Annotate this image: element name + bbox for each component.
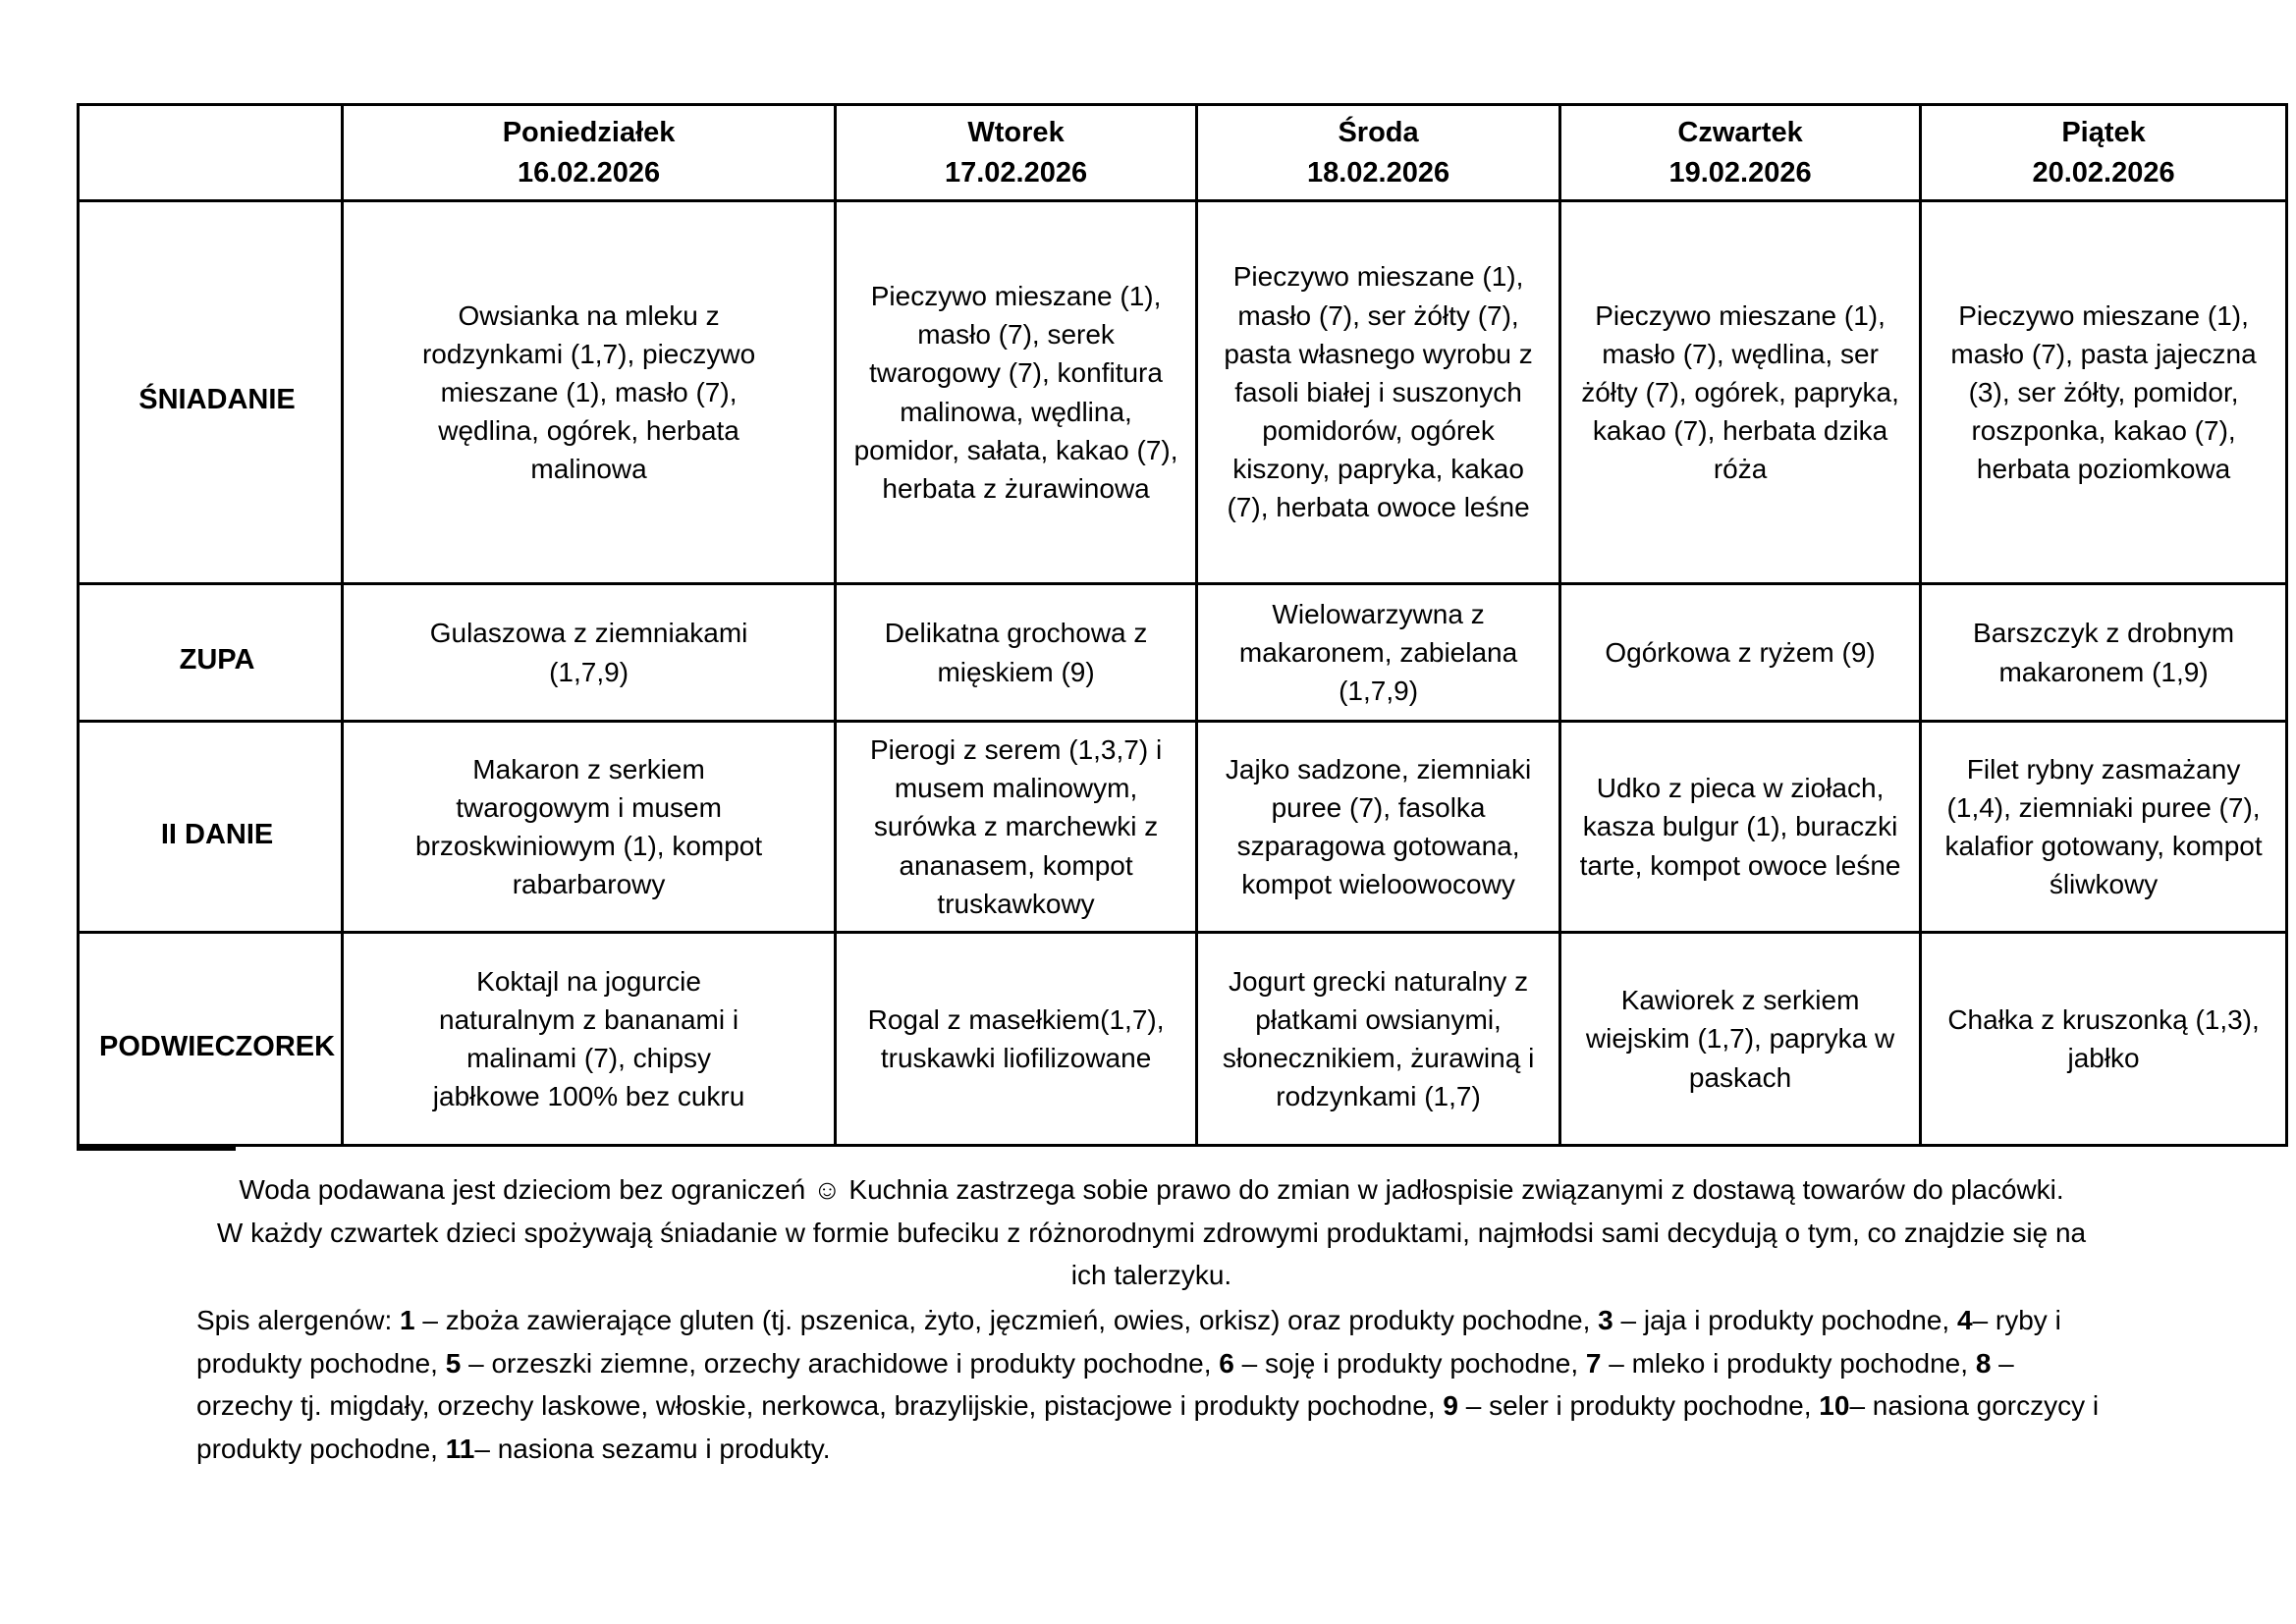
row-label-soup: ZUPA: [79, 584, 343, 722]
menu-cell: Barszczyk z drobnym makaronem (1,9): [1921, 584, 2287, 722]
menu-cell: Udko z pieca w ziołach, kasza bulgur (1), buraczki tarte, kompot owoce leśne: [1560, 722, 1921, 933]
table-row-afternoon-snack: [79, 933, 2287, 1146]
column-header-tuesday: [836, 105, 1197, 201]
menu-cell: Kawiorek z serkiem wiejskim (1,7), papryka w paskach: [1560, 933, 1921, 1146]
menu-cell: Wielowarzywna z makaronem, zabielana (1,7,9): [1197, 584, 1560, 722]
menu-cell: Koktajl na jogurcie naturalnym z bananami i malinami (7), chipsy jabłkowe 100% bez cukru: [343, 933, 836, 1146]
column-header-friday: [1921, 105, 2287, 201]
table-row-main-course: [79, 722, 2287, 933]
column-header-thursday: [1560, 105, 1921, 201]
menu-cell: Pierogi z serem (1,3,7) i musem malinowym, surówka z marchewki z ananasem, kompot truskawkowy: [836, 722, 1197, 933]
menu-cell: Pieczywo mieszane (1), masło (7), serek twarogowy (7), konfitura malinowa, wędlina, pomidor, sałata, kakao (7), herbata z żurawinowa: [836, 201, 1197, 584]
thursday-buffet-notice: W każdy czwartek dzieci spożywają śniadanie w formie bufeciku z różnorodnymi zdrowymi produktami, najmłodsi sami decydują o tym, co znajdzie się na ich talerzyku.: [216, 1217, 2087, 1291]
menu-cell: Jajko sadzone, ziemniaki puree (7), fasolka szparagowa gotowana, kompot wieloowocowy: [1197, 722, 1560, 933]
menu-cell: Pieczywo mieszane (1), masło (7), ser żółty (7), pasta własnego wyrobu z fasoli białej i suszonych pomidorów, ogórek kiszony, papryka, kakao (7), herbata owoce leśne: [1197, 201, 1560, 584]
menu-cell: Pieczywo mieszane (1), masło (7), wędlina, ser żółty (7), ogórek, papryka, kakao (7), herbata dzika róża: [1560, 201, 1921, 584]
corner-cell: [79, 105, 343, 201]
table-row-soup: [79, 584, 2287, 722]
column-header-wednesday: [1197, 105, 1560, 201]
menu-table: [77, 103, 2288, 1147]
day-name: Piątek: [2061, 117, 2146, 149]
water-notice: Woda podawana jest dzieciom bez ograniczeń ☺ Kuchnia zastrzega sobie prawo do zmian w jadłospisie związanymi z dostawą towarów do placówki.: [239, 1174, 2064, 1205]
column-header-monday: [343, 105, 836, 201]
menu-cell: Chałka z kruszonką (1,3), jabłko: [1921, 933, 2287, 1146]
row-label-afternoon-snack: PODWIECZOREK: [79, 933, 343, 1146]
day-date: 17.02.2026: [944, 156, 1088, 189]
table-border-artifact: [77, 1145, 236, 1151]
menu-cell: Filet rybny zasmażany (1,4), ziemniaki puree (7), kalafior gotowany, kompot śliwkowy: [1921, 722, 2287, 933]
allergen-list: Spis alergenów: 1 – zboża zawierające gluten (tj. pszenica, żyto, jęczmień, owies, orkisz) oraz produkty pochodne, 3 – jaja i produkty pochodne, 4– ryby i produkty pochodne, 5 – orzeszki ziemne, orzechy arachidowe i produkty pochodne, 6 – soję i produkty pochodne, 7 – mleko i produkty pochodne, 8 – orzechy tj. migdały, orzechy laskowe, włoskie, nerkowca, brazylijskie, pistacjowe i produkty pochodne, 9 – seler i produkty pochodne, 10– nasiona gorczycy i produkty pochodne, 11– nasiona sezamu i produkty.: [196, 1305, 2100, 1465]
menu-cell: Owsianka na mleku z rodzynkami (1,7), pieczywo mieszane (1), masło (7), wędlina, ogórek, herbata malinowa: [343, 201, 836, 584]
table-row-breakfast: [79, 201, 2287, 584]
day-date: 16.02.2026: [517, 156, 661, 189]
menu-cell: Pieczywo mieszane (1), masło (7), pasta jajeczna (3), ser żółty, pomidor, roszponka, kakao (7), herbata poziomkowa: [1921, 201, 2287, 584]
day-date: 19.02.2026: [1668, 156, 1812, 189]
day-name: Poniedziałek: [502, 117, 676, 149]
menu-cell: Jogurt grecki naturalny z płatkami owsianymi, słonecznikiem, żurawiną i rodzynkami (1,7): [1197, 933, 1560, 1146]
day-date: 20.02.2026: [2032, 156, 2175, 189]
table-header-row: [79, 105, 2287, 201]
menu-cell: Delikatna grochowa z mięskiem (9): [836, 584, 1197, 722]
day-name: Czwartek: [1677, 117, 1803, 149]
day-name: Wtorek: [967, 117, 1065, 149]
menu-cell: Gulaszowa z ziemniakami (1,7,9): [343, 584, 836, 722]
menu-cell: Rogal z masełkiem(1,7), truskawki liofilizowane: [836, 933, 1197, 1146]
menu-cell: Ogórkowa z ryżem (9): [1560, 584, 1921, 722]
menu-cell: Makaron z serkiem twarogowym i musem brzoskwiniowym (1), kompot rabarbarowy: [343, 722, 836, 933]
footer-notes: [196, 1168, 2106, 1471]
row-label-main-course: II DANIE: [79, 722, 343, 933]
day-name: Środa: [1338, 117, 1419, 149]
row-label-breakfast: ŚNIADANIE: [79, 201, 343, 584]
day-date: 18.02.2026: [1306, 156, 1450, 189]
